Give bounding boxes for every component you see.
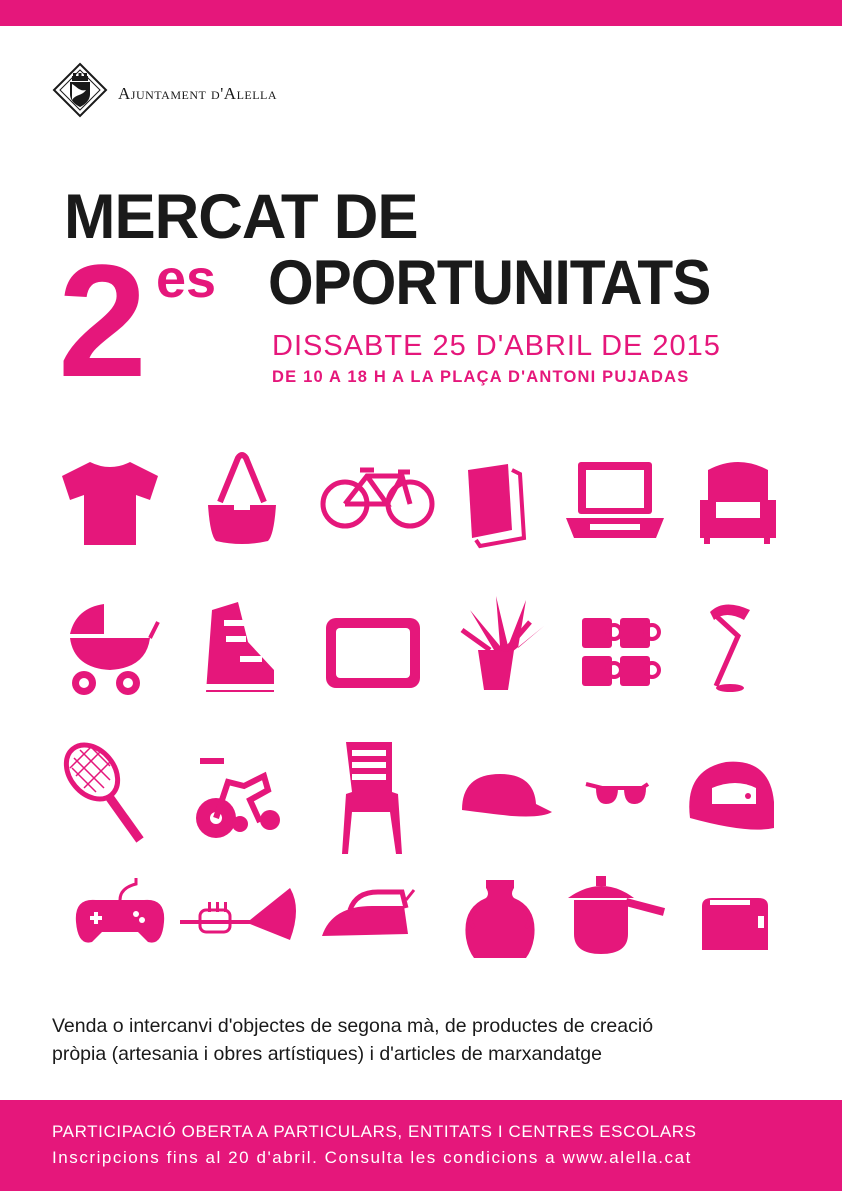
- pressure-cooker-icon: [568, 876, 664, 954]
- title-line2: OPORTUNITATS: [268, 248, 711, 318]
- chair-icon: [342, 742, 402, 854]
- top-bar: [0, 0, 842, 26]
- ski-boot-icon: [206, 602, 274, 692]
- mugs-icon: [582, 618, 659, 686]
- description-line2: pròpia (artesania i obres artístiques) i d'articles de marxandatge: [52, 1043, 602, 1065]
- coat-of-arms-logo: [52, 62, 108, 118]
- gamepad-icon: [76, 878, 164, 943]
- handbag-icon: [208, 455, 276, 544]
- vase-icon: [465, 880, 534, 958]
- icon-grid: [0, 440, 842, 980]
- plant-icon: [462, 596, 544, 690]
- title-line1: MERCAT DE: [64, 182, 418, 252]
- event-description: [52, 1012, 802, 1068]
- footer-registration: Inscripcions fins al 20 d'abril. Consulta les condicions a www.alella.cat: [52, 1148, 692, 1167]
- event-date: DISSABTE 25 D'ABRIL DE 2015: [272, 330, 721, 362]
- toaster-icon: [702, 898, 768, 950]
- helmet-icon: [689, 762, 774, 830]
- tv-icon: [326, 618, 420, 688]
- tricycle-icon: [196, 758, 280, 838]
- title-number: 2: [58, 231, 143, 410]
- armchair-icon: [700, 462, 776, 544]
- t-shirt-icon: [62, 462, 158, 545]
- laptop-icon: [566, 462, 664, 538]
- organization-name: Ajuntament d'Alella: [118, 84, 278, 103]
- title-superscript: es: [156, 249, 217, 309]
- baby-pram-icon: [70, 604, 158, 695]
- description-line1: Venda o intercanvi d'objectes de segona mà, de productes de creació: [52, 1015, 654, 1037]
- bicycle-icon: [323, 470, 432, 526]
- trumpet-icon: [180, 888, 296, 940]
- desk-lamp-icon: [710, 604, 750, 692]
- event-time-place: DE 10 A 18 H A LA PLAÇA D'ANTONI PUJADAS: [272, 368, 690, 386]
- footer-participation: PARTICIPACIÓ OBERTA A PARTICULARS, ENTITATS I CENTRES ESCOLARS: [52, 1122, 697, 1141]
- iron-icon: [322, 890, 414, 936]
- sunglasses-icon: [586, 784, 648, 804]
- tennis-racket-icon: [56, 735, 140, 840]
- footer-bar: [0, 1100, 842, 1191]
- books-icon: [468, 464, 524, 546]
- cap-icon: [462, 774, 552, 817]
